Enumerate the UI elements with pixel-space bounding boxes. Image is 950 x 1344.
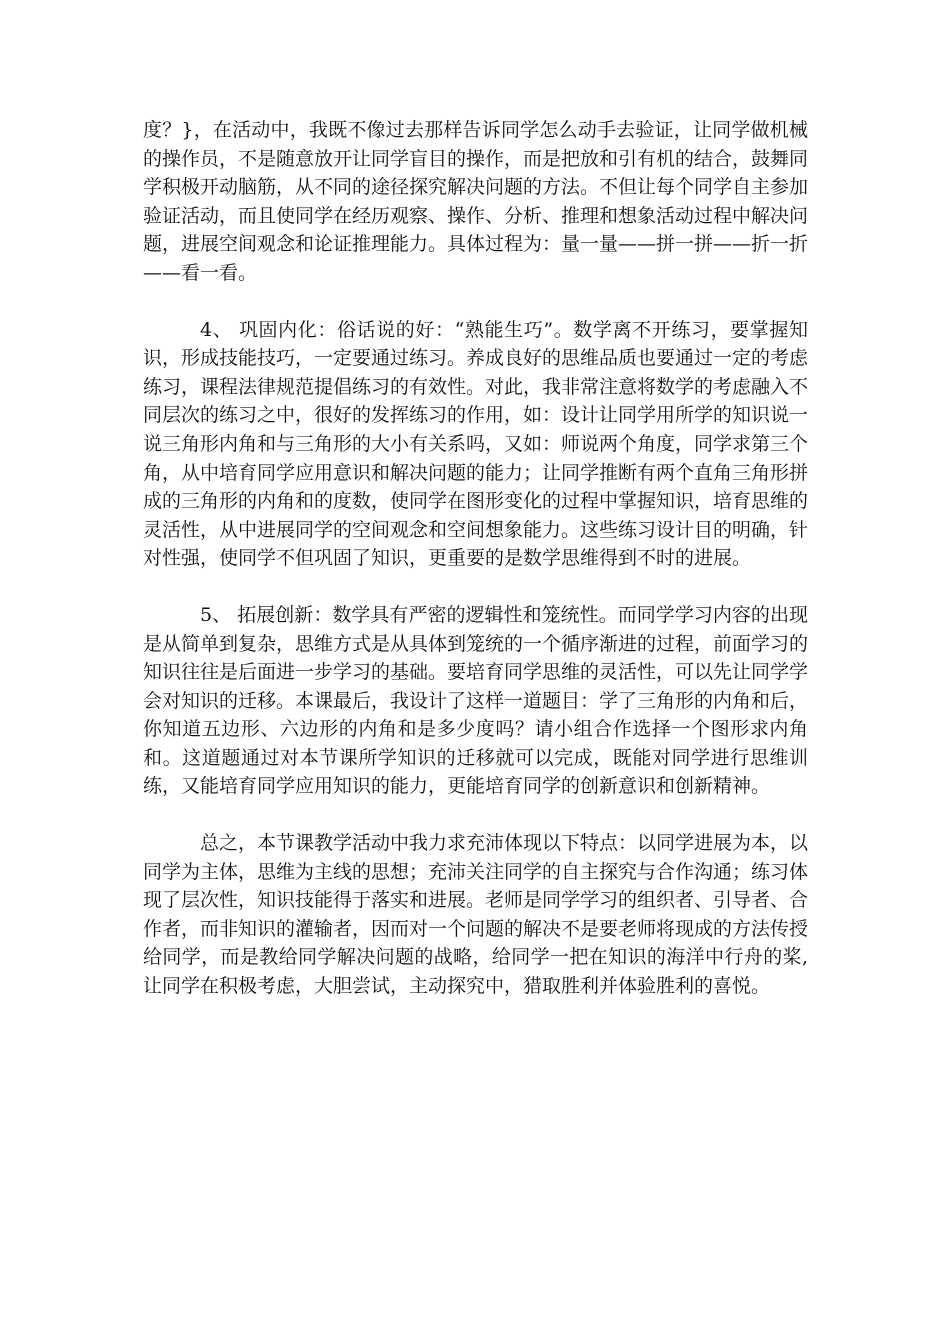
- paragraph-consolidation: 4、 巩固内化：俗话说的好：“熟能生巧”。数学离不开练习，要掌握知识，形成技能技巧，一定要通过练习。养成良好的思维品质也要通过一定的考虑练习，课程法律规范提倡练习的有效性。对此，我非常注意将数学的考虑融入不同层次的练习之中，很好的发挥练习的作用，如：设计让同学用所学的知识说一说三角形内角和与三角形的大小有关系吗，又如：师说两个角度，同学求第三个角，从中培育同学应用意识和解决问题的能力；让同学推断有两个直角三角形拼成的三角形的内角和的度数，使同学在图形变化的过程中掌握知识，培育思维的灵活性，从中进展同学的空间观念和空间想象能力。这些练习设计目的明确，针对性强，使同学不但巩固了知识，更重要的是数学思维得到不时的进展。: [143, 318, 809, 570]
- paragraph-process-continuation: 度？}，在活动中，我既不像过去那样告诉同学怎么动手去验证，让同学做机械的操作员，不是随意放开让同学盲目的操作，而是把放和引有机的结合，鼓舞同学积极开动脑筋，从不同的途径探究解决问题的方法。不但让每个同学自主参加验证活动，而且使同学在经历观察、操作、分析、推理和想象活动过程中解决问题，进展空间观念和论证推理能力。具体过程为：量一量——拼一拼——折一折——看一看。: [143, 119, 809, 284]
- paragraph-extension-innovation: 5、 拓展创新：数学具有严密的逻辑性和笼统性。而同学学习内容的出现是从简单到复杂，思维方式是从具体到笼统的一个循序渐进的过程，前面学习的知识往往是后面进一步学习的基础。要培育同学思维的灵活性，可以先让同学学会对知识的迁移。本课最后，我设计了这样一道题目：学了三角形的内角和后，你知道五边形、六边形的内角和是多少度吗？请小组合作选择一个图形求内角和。这道题通过对本节课所学知识的迁移就可以完成，既能对同学进行思维训练，又能培育同学应用知识的能力，更能培育同学的创新意识和创新精神。: [143, 603, 809, 798]
- paragraph-summary: 总之，本节课教学活动中我力求充沛体现以下特点：以同学进展为本，以同学为主体，思维为主线的思想；充沛关注同学的自主探究与合作沟通；练习体现了层次性，知识技能得于落实和进展。老师是同学学习的组织者、引导者、合作者，而非知识的灌输者，因而对一个问题的解决不是要老师将现成的方法传授给同学，而是教给同学解决问题的战略，给同学一把在知识的海洋中行舟的桨,让同学在积极考虑，大胆尝试，主动探究中，猎取胜利并体验胜利的喜悦。: [143, 832, 809, 998]
- document-body: [143, 116, 808, 1001]
